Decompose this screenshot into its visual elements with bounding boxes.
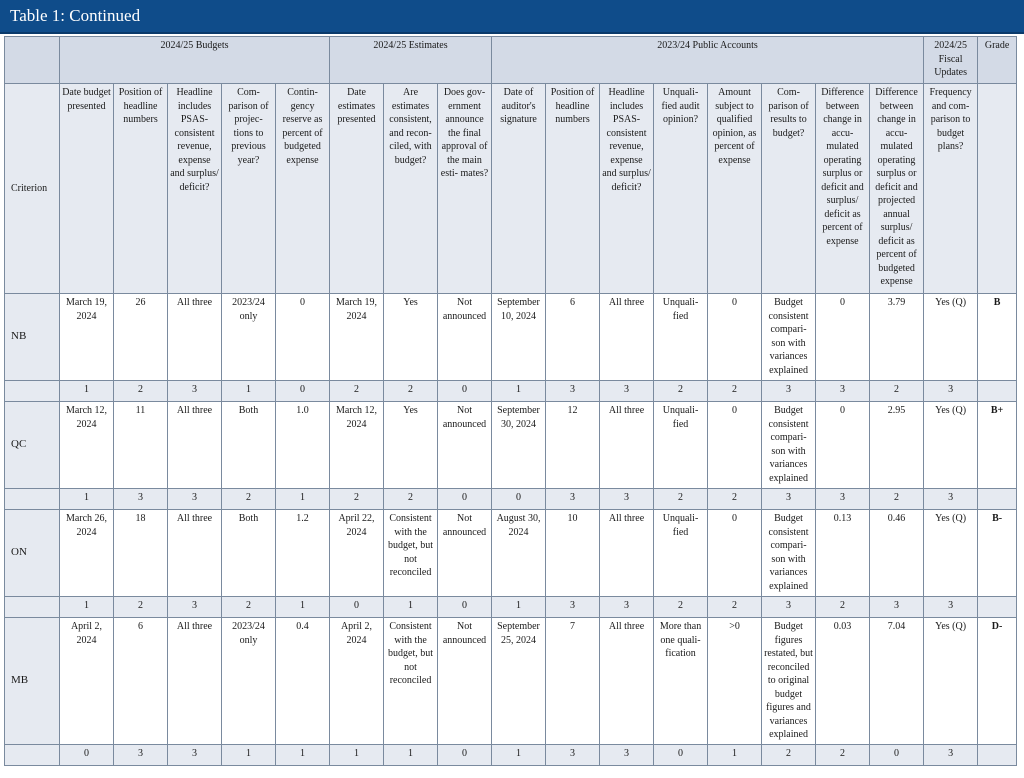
- table-cell: Consistent with the budget, but not reconciled: [384, 618, 438, 745]
- table-cell: All three: [600, 618, 654, 745]
- table-cell: All three: [168, 402, 222, 489]
- score-cell: 0: [60, 745, 114, 766]
- score-cell: 3: [600, 745, 654, 766]
- table-cell: Yes: [384, 402, 438, 489]
- table-cell: 6: [114, 618, 168, 745]
- score-cell: 0: [492, 489, 546, 510]
- table-cell: 0.46: [870, 510, 924, 597]
- column-header: Unquali- fied audit opinion?: [654, 84, 708, 294]
- score-cell: 3: [168, 489, 222, 510]
- table-cell: 0: [816, 402, 870, 489]
- table-cell: 3.79: [870, 294, 924, 381]
- score-cell: 3: [924, 745, 978, 766]
- score-row-label: [5, 489, 60, 510]
- column-header: Date budget presented: [60, 84, 114, 294]
- table-cell: March 19, 2024: [330, 294, 384, 381]
- table-cell: Yes (Q): [924, 510, 978, 597]
- group-fiscal-updates: 2024/25 Fiscal Updates: [924, 37, 978, 84]
- table-cell: 2.95: [870, 402, 924, 489]
- table-title-bar: [0, 0, 1024, 34]
- column-header: Amount subject to qualified opinion, as percent of expense: [708, 84, 762, 294]
- score-cell: 2: [708, 489, 762, 510]
- table-cell: Not announced: [438, 618, 492, 745]
- score-cell: 2: [654, 489, 708, 510]
- table-cell: Both: [222, 510, 276, 597]
- table-cell: 0: [276, 294, 330, 381]
- column-header: Com- parison of projec- tions to previous year?: [222, 84, 276, 294]
- table-cell: Consistent with the budget, but not reconciled: [384, 510, 438, 597]
- score-cell: 1: [492, 597, 546, 618]
- table-cell: 0: [708, 510, 762, 597]
- grade-column-header: [978, 84, 1017, 294]
- score-cell: 1: [60, 597, 114, 618]
- group-public-accounts: 2023/24 Public Accounts: [492, 37, 924, 84]
- score-row: [5, 597, 1017, 618]
- criterion-header: Criterion: [5, 84, 60, 294]
- score-cell: 3: [924, 381, 978, 402]
- column-header: Difference between change in accu- mulated operating surplus or deficit and surplus/ deficit as percent of expense: [816, 84, 870, 294]
- table-cell: 0: [708, 402, 762, 489]
- table-cell: 10: [546, 510, 600, 597]
- table-cell: Not announced: [438, 294, 492, 381]
- score-cell: 0: [438, 745, 492, 766]
- score-cell: 0: [438, 381, 492, 402]
- table-cell: March 12, 2024: [330, 402, 384, 489]
- column-header: Date estimates presented: [330, 84, 384, 294]
- score-row-label: [5, 745, 60, 766]
- table-cell: Unquali- fied: [654, 402, 708, 489]
- table-cell: September 30, 2024: [492, 402, 546, 489]
- score-cell: 1: [330, 745, 384, 766]
- table-cell: 1.2: [276, 510, 330, 597]
- table-cell: September 25, 2024: [492, 618, 546, 745]
- column-header: Difference between change in accu- mulated operating surplus or deficit and projected annual surplus/ deficit as percent of budgeted expense: [870, 84, 924, 294]
- score-cell: 1: [276, 597, 330, 618]
- table-cell: 7: [546, 618, 600, 745]
- score-cell: 0: [438, 489, 492, 510]
- score-cell: 1: [222, 381, 276, 402]
- score-row: [5, 489, 1017, 510]
- score-cell: 3: [816, 381, 870, 402]
- score-cell: 0: [276, 381, 330, 402]
- grade-cell: B+: [978, 402, 1017, 489]
- score-cell: 3: [600, 489, 654, 510]
- score-cell: 2: [816, 745, 870, 766]
- table-body: [5, 294, 1017, 766]
- table-cell: September 10, 2024: [492, 294, 546, 381]
- table-cell: Not announced: [438, 402, 492, 489]
- score-cell: 2: [330, 489, 384, 510]
- score-cell: 2: [384, 489, 438, 510]
- table-cell: 12: [546, 402, 600, 489]
- score-cell: 3: [546, 745, 600, 766]
- group-estimates: 2024/25 Estimates: [330, 37, 492, 84]
- score-cell: 2: [816, 597, 870, 618]
- table-cell: Budget consistent compari- son with variances explained: [762, 402, 816, 489]
- score-cell: 2: [114, 381, 168, 402]
- score-cell: 3: [168, 381, 222, 402]
- table-cell: Yes: [384, 294, 438, 381]
- score-cell: 0: [438, 597, 492, 618]
- table-cell: Yes (Q): [924, 294, 978, 381]
- grade-cell: B-: [978, 510, 1017, 597]
- score-cell: 2: [708, 597, 762, 618]
- province-label: NB: [5, 294, 60, 381]
- table-cell: All three: [600, 402, 654, 489]
- table-cell: 18: [114, 510, 168, 597]
- data-table: [4, 36, 1017, 766]
- score-cell: 2: [654, 381, 708, 402]
- score-cell: 3: [168, 597, 222, 618]
- table-cell: 26: [114, 294, 168, 381]
- score-cell: 3: [546, 597, 600, 618]
- table-row: [5, 510, 1017, 597]
- group-header-row: [5, 37, 1017, 84]
- table-cell: More than one quali- fication: [654, 618, 708, 745]
- score-cell: 1: [276, 489, 330, 510]
- table-cell: All three: [168, 618, 222, 745]
- score-cell: 1: [384, 745, 438, 766]
- score-row: [5, 745, 1017, 766]
- table-cell: Not announced: [438, 510, 492, 597]
- table-cell: April 22, 2024: [330, 510, 384, 597]
- table-cell: >0: [708, 618, 762, 745]
- table-cell: 7.04: [870, 618, 924, 745]
- score-cell: 0: [654, 745, 708, 766]
- score-cell: 3: [600, 381, 654, 402]
- score-row: [5, 381, 1017, 402]
- score-cell: 3: [114, 489, 168, 510]
- province-label: ON: [5, 510, 60, 597]
- table-cell: 0.13: [816, 510, 870, 597]
- table-cell: All three: [600, 294, 654, 381]
- score-cell: 2: [870, 489, 924, 510]
- score-cell: 3: [762, 489, 816, 510]
- score-cell: 2: [384, 381, 438, 402]
- column-header: Headline includes PSAS-consistent revenue, expense and surplus/ deficit?: [168, 84, 222, 294]
- table-cell: 1.0: [276, 402, 330, 489]
- score-cell: 2: [654, 597, 708, 618]
- score-cell: 3: [762, 381, 816, 402]
- column-header: Position of headline numbers: [114, 84, 168, 294]
- score-cell: 3: [924, 489, 978, 510]
- table-cell: All three: [168, 294, 222, 381]
- table-cell: Unquali- fied: [654, 294, 708, 381]
- grade-cell: B: [978, 294, 1017, 381]
- score-grade-blank: [978, 489, 1017, 510]
- table-cell: 0: [816, 294, 870, 381]
- score-row-label: [5, 381, 60, 402]
- table-cell: Budget consistent compari- son with variances explained: [762, 294, 816, 381]
- table-cell: Unquali- fied: [654, 510, 708, 597]
- table-cell: Budget figures restated, but reconciled to original budget figures and variances explained: [762, 618, 816, 745]
- score-grade-blank: [978, 745, 1017, 766]
- column-header: Does gov- ernment announce the final approval of the main esti- mates?: [438, 84, 492, 294]
- table-cell: 6: [546, 294, 600, 381]
- column-header: Contin- gency reserve as percent of budgeted expense: [276, 84, 330, 294]
- score-cell: 1: [60, 381, 114, 402]
- table-cell: 2023/24 only: [222, 294, 276, 381]
- table-cell: August 30, 2024: [492, 510, 546, 597]
- score-cell: 1: [222, 745, 276, 766]
- score-cell: 3: [114, 745, 168, 766]
- score-cell: 2: [762, 745, 816, 766]
- score-cell: 3: [546, 489, 600, 510]
- score-cell: 2: [222, 489, 276, 510]
- table-cell: Yes (Q): [924, 402, 978, 489]
- table-cell: April 2, 2024: [330, 618, 384, 745]
- score-cell: 1: [492, 745, 546, 766]
- column-header: Headline includes PSAS-consistent revenue, expense and surplus/ deficit?: [600, 84, 654, 294]
- score-cell: 1: [708, 745, 762, 766]
- score-cell: 1: [384, 597, 438, 618]
- grade-cell: D-: [978, 618, 1017, 745]
- table-cell: 11: [114, 402, 168, 489]
- score-cell: 0: [870, 745, 924, 766]
- score-cell: 3: [870, 597, 924, 618]
- table-cell: 0.4: [276, 618, 330, 745]
- table-cell: March 12, 2024: [60, 402, 114, 489]
- score-cell: 3: [600, 597, 654, 618]
- table-cell: 0: [708, 294, 762, 381]
- score-cell: 3: [546, 381, 600, 402]
- score-cell: 3: [816, 489, 870, 510]
- table-title: Table 1: Continued: [10, 6, 141, 25]
- table-cell: 0.03: [816, 618, 870, 745]
- table-cell: All three: [168, 510, 222, 597]
- table-cell: All three: [600, 510, 654, 597]
- score-cell: 3: [762, 597, 816, 618]
- table-cell: March 26, 2024: [60, 510, 114, 597]
- column-header: Frequency and com- parison to budget plans?: [924, 84, 978, 294]
- column-header-row: [5, 84, 1017, 294]
- corner-cell: [5, 37, 60, 84]
- table-row: [5, 618, 1017, 745]
- score-grade-blank: [978, 597, 1017, 618]
- score-cell: 1: [276, 745, 330, 766]
- score-cell: 1: [492, 381, 546, 402]
- table-row: [5, 402, 1017, 489]
- table-cell: April 2, 2024: [60, 618, 114, 745]
- column-header: Position of headline numbers: [546, 84, 600, 294]
- score-cell: 2: [708, 381, 762, 402]
- column-header: Date of auditor's signature: [492, 84, 546, 294]
- table-row: [5, 294, 1017, 381]
- group-grade: Grade: [978, 37, 1017, 84]
- table-cell: Both: [222, 402, 276, 489]
- table-cell: Budget consistent compari- son with variances explained: [762, 510, 816, 597]
- column-header: Com- parison of results to budget?: [762, 84, 816, 294]
- score-cell: 2: [330, 381, 384, 402]
- table-cell: Yes (Q): [924, 618, 978, 745]
- province-label: MB: [5, 618, 60, 745]
- table-cell: March 19, 2024: [60, 294, 114, 381]
- score-cell: 3: [924, 597, 978, 618]
- score-cell: 0: [330, 597, 384, 618]
- score-grade-blank: [978, 381, 1017, 402]
- score-cell: 2: [222, 597, 276, 618]
- column-header: Are estimates consistent, and recon- ciled, with budget?: [384, 84, 438, 294]
- score-row-label: [5, 597, 60, 618]
- table-cell: 2023/24 only: [222, 618, 276, 745]
- score-cell: 2: [870, 381, 924, 402]
- score-cell: 2: [114, 597, 168, 618]
- score-cell: 3: [168, 745, 222, 766]
- group-budgets: 2024/25 Budgets: [60, 37, 330, 84]
- province-label: QC: [5, 402, 60, 489]
- score-cell: 1: [60, 489, 114, 510]
